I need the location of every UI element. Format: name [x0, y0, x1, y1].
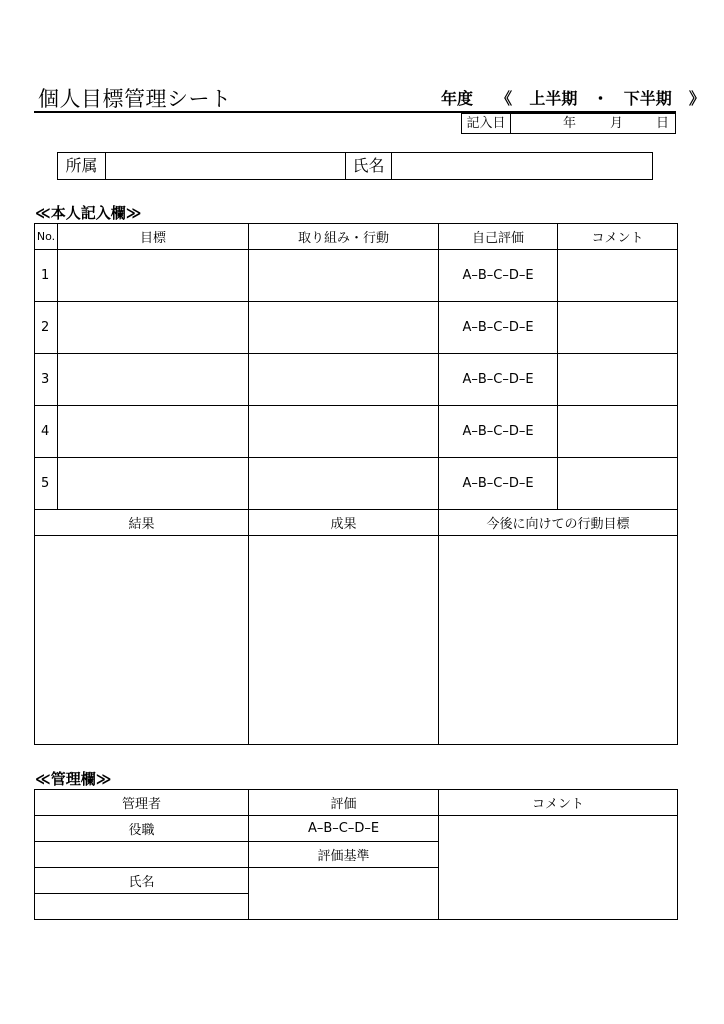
entry-day-unit: 日	[656, 116, 670, 131]
self-header-row	[35, 224, 678, 250]
position-label: 役職	[35, 816, 249, 842]
comment-cell[interactable]	[558, 302, 678, 354]
self-entry-table	[34, 223, 678, 745]
manager-name-field[interactable]	[35, 894, 249, 920]
goal-cell[interactable]	[58, 250, 249, 302]
result-field[interactable]	[35, 536, 249, 745]
comment-cell[interactable]	[558, 458, 678, 510]
actions-cell[interactable]	[249, 458, 439, 510]
self-eval-cell[interactable]: A–B–C–D–E	[439, 354, 558, 406]
dept-label: 所属	[58, 153, 106, 179]
self-eval-cell[interactable]: A–B–C–D–E	[439, 302, 558, 354]
affiliation-row	[57, 152, 653, 180]
col-rating: 評価	[249, 790, 439, 816]
goal-cell[interactable]	[58, 302, 249, 354]
period-close-bracket: 》	[688, 89, 705, 108]
col-manager: 管理者	[35, 790, 249, 816]
comment-cell[interactable]	[558, 250, 678, 302]
col-actions: 取り組み・行動	[249, 224, 439, 250]
fiscal-period	[441, 86, 705, 109]
col-manager-comment: コメント	[439, 790, 678, 816]
manager-header-row	[35, 790, 678, 816]
table-row	[35, 406, 678, 458]
manager-section-heading: ≪管理欄≫	[35, 770, 112, 788]
goal-cell[interactable]	[58, 354, 249, 406]
fiscal-year-label: 年度	[441, 89, 474, 108]
position-field[interactable]	[35, 842, 249, 868]
row-number: 1	[35, 250, 58, 302]
col-next-goals: 今後に向けての行動目標	[439, 510, 678, 536]
page-title: 個人目標管理シート	[38, 87, 232, 111]
actions-cell[interactable]	[249, 406, 439, 458]
criteria-field[interactable]	[249, 868, 439, 920]
period-second-half[interactable]: 下半期	[623, 89, 672, 108]
row-number: 5	[35, 458, 58, 510]
table-row	[35, 302, 678, 354]
goal-cell[interactable]	[58, 458, 249, 510]
self-eval-cell[interactable]: A–B–C–D–E	[439, 458, 558, 510]
next-goals-field[interactable]	[439, 536, 678, 745]
table-row	[35, 458, 678, 510]
self-eval-cell[interactable]: A–B–C–D–E	[439, 406, 558, 458]
name-field[interactable]	[392, 153, 652, 179]
col-result: 結果	[35, 510, 249, 536]
goal-cell[interactable]	[58, 406, 249, 458]
entry-date-box[interactable]	[461, 113, 676, 134]
table-row	[35, 354, 678, 406]
col-comment: コメント	[558, 224, 678, 250]
outcome-field[interactable]	[249, 536, 439, 745]
actions-cell[interactable]	[249, 302, 439, 354]
table-row	[35, 250, 678, 302]
col-no: No.	[35, 224, 58, 250]
row-number: 2	[35, 302, 58, 354]
comment-cell[interactable]	[558, 354, 678, 406]
criteria-label: 評価基準	[249, 842, 439, 868]
col-self-eval: 自己評価	[439, 224, 558, 250]
result-row	[35, 536, 678, 745]
manager-rating-cell[interactable]: A–B–C–D–E	[249, 816, 439, 842]
entry-date-label: 記入日	[462, 114, 511, 133]
actions-cell[interactable]	[249, 354, 439, 406]
dept-field[interactable]	[106, 153, 346, 179]
self-eval-cell[interactable]: A–B–C–D–E	[439, 250, 558, 302]
col-outcome: 成果	[249, 510, 439, 536]
manager-table	[34, 789, 678, 920]
self-section-heading: ≪本人記入欄≫	[35, 204, 142, 222]
actions-cell[interactable]	[249, 250, 439, 302]
result-header-row	[35, 510, 678, 536]
table-row	[35, 816, 678, 842]
name-label: 氏名	[346, 153, 392, 179]
entry-year-unit: 年	[563, 116, 577, 131]
manager-comment-field[interactable]	[439, 816, 678, 920]
entry-month-unit: 月	[610, 116, 624, 131]
period-first-half[interactable]: 上半期	[529, 89, 578, 108]
col-goal: 目標	[58, 224, 249, 250]
row-number: 3	[35, 354, 58, 406]
row-number: 4	[35, 406, 58, 458]
period-separator: ・	[592, 89, 609, 108]
comment-cell[interactable]	[558, 406, 678, 458]
manager-name-label: 氏名	[35, 868, 249, 894]
period-open-bracket: 《	[496, 89, 513, 108]
